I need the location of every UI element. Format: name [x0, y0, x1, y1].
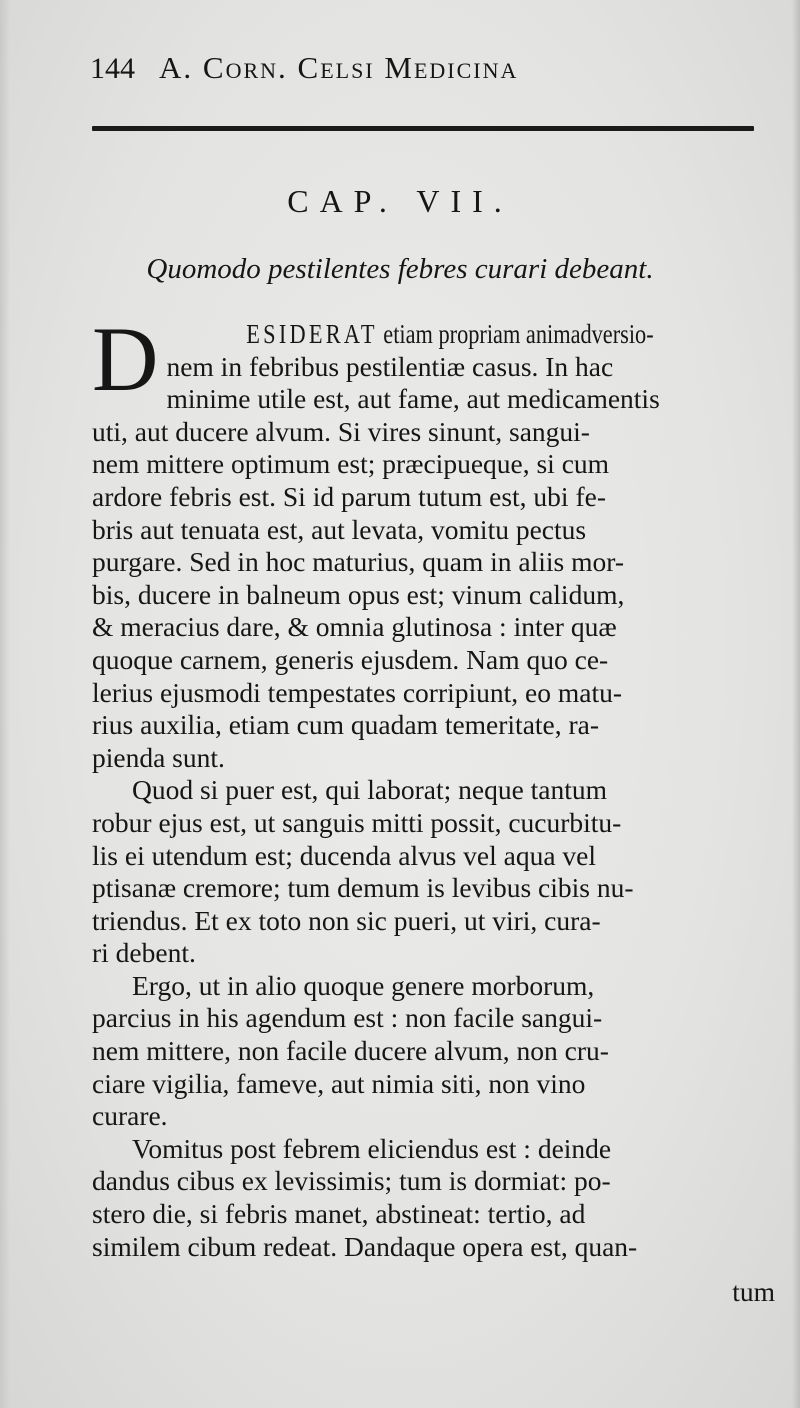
- text-line: lis ei utendum est; ducenda alvus vel aqua vel: [92, 839, 597, 871]
- text-line: pienda sunt.: [92, 741, 225, 773]
- text-line: bis, ducere in balneum opus est; vinum calidum,: [92, 578, 625, 610]
- text-line: Vomitus post febrem eliciendus est : deinde: [132, 1132, 612, 1164]
- running-head: [90, 44, 660, 92]
- catchword: tum: [732, 1276, 775, 1307]
- text-line: rius auxilia, etiam cum quadam temeritate, ra-: [92, 709, 600, 741]
- text-line: parcius in his agendum est : non facile sangui-: [92, 1002, 603, 1034]
- text-line: nem in febribus pestilentiæ casus. In hac: [166, 350, 614, 382]
- text-line: Quod si puer est, qui laborat; neque tantum: [132, 774, 608, 806]
- text-line: stero die, si febris manet, abstineat: tertio, ad: [92, 1198, 586, 1230]
- paragraph-3: [92, 970, 768, 1133]
- running-title: A. Corn. Celsi Medicina: [159, 50, 519, 85]
- text-line: & meracius dare, & omnia glutinosa : inter quæ: [92, 611, 617, 643]
- paragraph-1: [92, 308, 768, 774]
- text-line: minime utile est, aut fame, aut medicamentis: [166, 383, 660, 415]
- opening-word: ESIDERAT: [246, 318, 378, 349]
- text-line: bris aut tenuata est, aut levata, vomitu pectus: [92, 513, 587, 545]
- paragraph-4: [92, 1133, 768, 1263]
- body-text: [92, 308, 768, 1263]
- text-line: curare.: [92, 1100, 168, 1132]
- text-line: ciare vigilia, fameve, aut nimia siti, non vino: [92, 1067, 586, 1099]
- text-line: triendus. Et ex toto non sic pueri, ut viri, cura-: [92, 904, 601, 936]
- text-line: dandus cibus ex levissimis; tum is dormiat: po-: [92, 1165, 611, 1197]
- text-line: uti, aut ducere alvum. Si vires sinunt, sangui-: [92, 415, 590, 447]
- text-line: ptisanæ cremore; tum demum is levibus cibis nu-: [92, 872, 634, 904]
- text-line: purgare. Sed in hoc maturius, quam in aliis mor-: [92, 546, 625, 578]
- drop-cap: D: [92, 308, 159, 410]
- text-line: Ergo, ut in alio quoque genere morborum,: [132, 969, 595, 1001]
- page-number: 144: [90, 52, 135, 85]
- paragraph-2: [92, 774, 768, 970]
- text-line: ardore febris est. Si id parum tutum est, ubi fe-: [92, 480, 606, 512]
- text-line: lerius ejusmodi tempestates corripiunt, eo matu-: [92, 676, 623, 708]
- header-rule: [92, 126, 754, 131]
- text-line: [92, 318, 654, 351]
- chapter-heading: CAP. VII.: [287, 183, 513, 219]
- chapter-subtitle: Quomodo pestilentes febres curari debeant.: [146, 253, 654, 285]
- text-line: nem mittere, non facile ducere alvum, non cru-: [92, 1035, 609, 1067]
- text-line: similem cibum redeat. Dandaque opera est, quan-: [92, 1230, 638, 1262]
- text-line: robur ejus est, ut sanguis mitti possit, cucurbitu-: [92, 806, 622, 838]
- text-line: ri debent.: [92, 937, 196, 969]
- text-line: quoque carnem, generis ejusdem. Nam quo ce-: [92, 643, 609, 675]
- text-line: nem mittere optimum est; præcipueque, si cum: [92, 448, 610, 480]
- text-line-rest: etiam propriam animadversio-: [383, 318, 654, 349]
